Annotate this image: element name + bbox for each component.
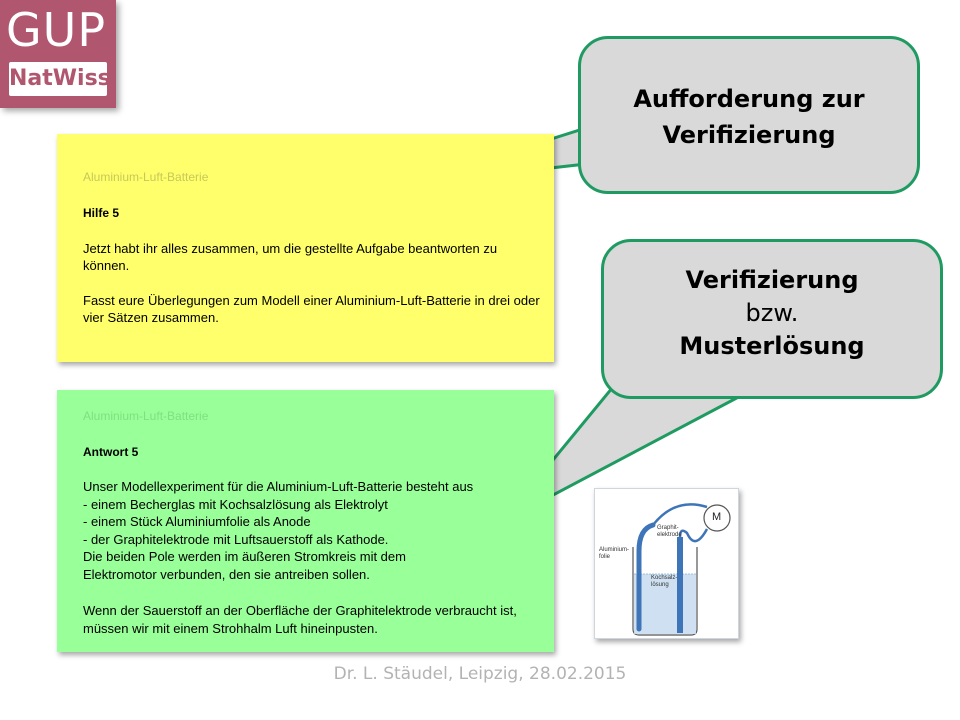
answer-paragraph-2: Wenn der Sauerstoff an der Oberfläche der Graphitelektrode verbraucht ist, müssen wir mit einem Strohhalm Luft hineinpusten. — [83, 603, 517, 636]
answer-card — [57, 390, 554, 652]
motor-label: M — [712, 511, 722, 523]
graphite-label: Graphit- elektrode — [657, 525, 682, 538]
answer-line: Elektromotor verbunden, den sie antreiben sollen. — [83, 566, 370, 582]
answer-line: Unser Modellexperiment für die Aluminium-Luft-Batterie besteht aus — [83, 479, 474, 494]
hint-paragraph-1: Jetzt habt ihr alles zusammen, um die gestellte Aufgabe beantworten zu können. — [83, 241, 498, 273]
hint-card — [57, 134, 554, 362]
hint-heading: Aluminium-Luft-Batterie — [83, 170, 209, 184]
hint-label: Hilfe 5 — [83, 206, 120, 220]
request-bubble-line-2: Verifizierung — [662, 121, 836, 149]
wire-1 — [653, 504, 707, 525]
answer-heading: Aluminium-Luft-Batterie — [83, 409, 209, 423]
hint-paragraph-2: Fasst eure Überlegungen zum Modell einer Aluminium-Luft-Batterie in drei oder vier Sätzen zusammen. — [83, 293, 540, 325]
answer-label: Antwort 5 — [83, 445, 139, 459]
answer-line: - einem Stück Aluminiumfolie als Anode — [83, 514, 311, 529]
verify-bubble-line-1: Verifizierung — [685, 266, 859, 294]
answer-line: - einem Becherglas mit Kochsalzlösung als Elektrolyt — [83, 496, 388, 512]
solution-label: Kochsalz- lösung — [651, 575, 678, 588]
verify-bubble — [601, 239, 943, 399]
verify-bubble-line-2: bzw. — [745, 299, 799, 327]
logo-top-text: GUP — [6, 3, 107, 57]
graphite-electrode — [677, 537, 683, 633]
request-bubble — [578, 36, 920, 194]
answer-list — [83, 478, 543, 583]
apparatus-diagram — [594, 488, 739, 639]
answer-line: - der Graphitelektrode mit Luftsauerstoff als Kathode. — [83, 531, 389, 547]
verify-bubble-line-3: Musterlösung — [679, 332, 865, 360]
answer-line: Die beiden Pole werden im äußeren Stromkreis mit dem — [83, 549, 406, 564]
foil-label: Aluminium- folie — [599, 547, 630, 560]
request-bubble-line-1: Aufforderung zur — [633, 85, 865, 113]
logo-bottom-text: NatWiss — [9, 66, 111, 91]
footer-credit: Dr. L. Stäudel, Leipzig, 28.02.2015 — [333, 664, 627, 684]
wire-2 — [680, 529, 707, 541]
